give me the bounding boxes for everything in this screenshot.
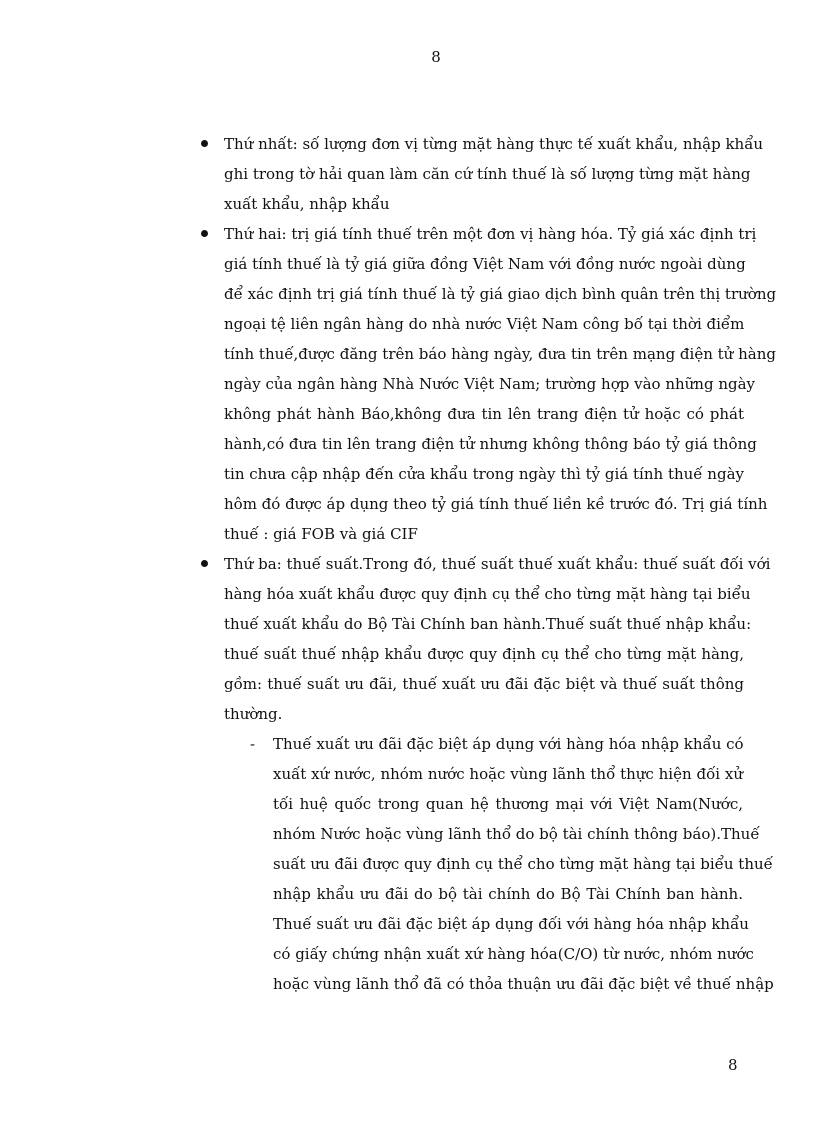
bullet-item-2 bbox=[0, 219, 816, 549]
text-line: ghi trong tờ hải quan làm căn cứ tính thuế là số lượng từng mặt hàng bbox=[224, 165, 751, 183]
text-line: để xác định trị giá tính thuế là tỷ giá giao dịch bình quân trên thị trường bbox=[224, 285, 777, 303]
bullet-icon bbox=[201, 140, 208, 147]
text-line: hành,có đưa tin lên trang điện tử nhưng không thông báo tỷ giá thông bbox=[224, 435, 757, 453]
text-line: Thứ nhất: số lượng đơn vị từng mặt hàng thực tế xuất khẩu, nhập khẩu bbox=[224, 135, 764, 153]
text-line: hoặc vùng lãnh thổ đã có thỏa thuận ưu đãi đặc biệt về thuế nhập bbox=[273, 975, 774, 993]
text-line: thuế xuất khẩu do Bộ Tài Chính ban hành.Thuế suất thuế nhập khẩu: bbox=[224, 615, 752, 633]
text-line: thường. bbox=[224, 705, 283, 723]
text-line: tính thuế,được đăng trên báo hàng ngày, đưa tin trên mạng điện tử hàng bbox=[224, 345, 776, 363]
sub-item bbox=[0, 729, 816, 999]
bullet-icon bbox=[201, 230, 208, 237]
text-line: Thuế suất ưu đãi đặc biệt áp dụng đối với hàng hóa nhập khẩu bbox=[273, 915, 749, 933]
text-line: gồm: thuế suất ưu đãi, thuế xuất ưu đãi đặc biệt và thuế suất thông bbox=[224, 675, 744, 693]
bullet-item-1 bbox=[0, 129, 816, 219]
text-line: Thứ hai: trị giá tính thuế trên một đơn vị hàng hóa. Tỷ giá xác định trị bbox=[224, 225, 757, 243]
text-line: xuất xứ nước, nhóm nước hoặc vùng lãnh thổ thực hiện đối xử bbox=[273, 765, 743, 783]
text-line: hôm đó được áp dụng theo tỷ giá tính thuế liền kề trước đó. Trị giá tính bbox=[224, 495, 768, 513]
text-line: hàng hóa xuất khẩu được quy định cụ thể cho từng mặt hàng tại biểu bbox=[224, 585, 751, 603]
page-number-bottom: 8 bbox=[728, 1056, 738, 1074]
dash-icon: - bbox=[250, 735, 256, 753]
bullet-icon bbox=[201, 560, 208, 567]
text-line: xuất khẩu, nhập khẩu bbox=[224, 195, 390, 213]
text-line: có giấy chứng nhận xuất xứ hàng hóa(C/O) từ nước, nhóm nước bbox=[273, 945, 754, 963]
text-line: Thứ ba: thuế suất.Trong đó, thuế suất thuế xuất khẩu: thuế suất đối với bbox=[224, 555, 771, 573]
text-line: tối huệ quốc trong quan hệ thương mại với Việt Nam(Nước, bbox=[273, 795, 743, 813]
text-line: Thuế xuất ưu đãi đặc biệt áp dụng với hàng hóa nhập khẩu có bbox=[273, 735, 744, 753]
text-line: nhập khẩu ưu đãi do bộ tài chính do Bộ Tài Chính ban hành. bbox=[273, 885, 743, 903]
text-line: ngày của ngân hàng Nhà Nước Việt Nam; trường hợp vào những ngày bbox=[224, 375, 756, 393]
sub-item-text bbox=[273, 729, 774, 999]
text-line: ngoại tệ liên ngân hàng do nhà nước Việt Nam công bố tại thời điểm bbox=[224, 315, 745, 333]
bullet-text bbox=[224, 129, 764, 219]
text-line: suất ưu đãi được quy định cụ thể cho từng mặt hàng tại biểu thuế bbox=[273, 855, 773, 873]
page-number-top: 8 bbox=[431, 48, 441, 66]
document-body bbox=[0, 129, 816, 999]
text-line: tin chưa cập nhập đến cửa khẩu trong ngày thì tỷ giá tính thuế ngày bbox=[224, 465, 744, 483]
text-line: thuế : giá FOB và giá CIF bbox=[224, 525, 418, 543]
bullet-text bbox=[224, 549, 771, 729]
text-line: không phát hành Báo,không đưa tin lên trang điện tử hoặc có phát bbox=[224, 405, 744, 423]
bullet-text bbox=[224, 219, 777, 549]
bullet-item-3 bbox=[0, 549, 816, 729]
text-line: nhóm Nước hoặc vùng lãnh thổ do bộ tài chính thông báo).Thuế bbox=[273, 825, 760, 843]
text-line: giá tính thuế là tỷ giá giữa đồng Việt Nam với đồng nước ngoài dùng bbox=[224, 255, 746, 273]
text-line: thuế suất thuế nhập khẩu được quy định cụ thể cho từng mặt hàng, bbox=[224, 645, 744, 663]
